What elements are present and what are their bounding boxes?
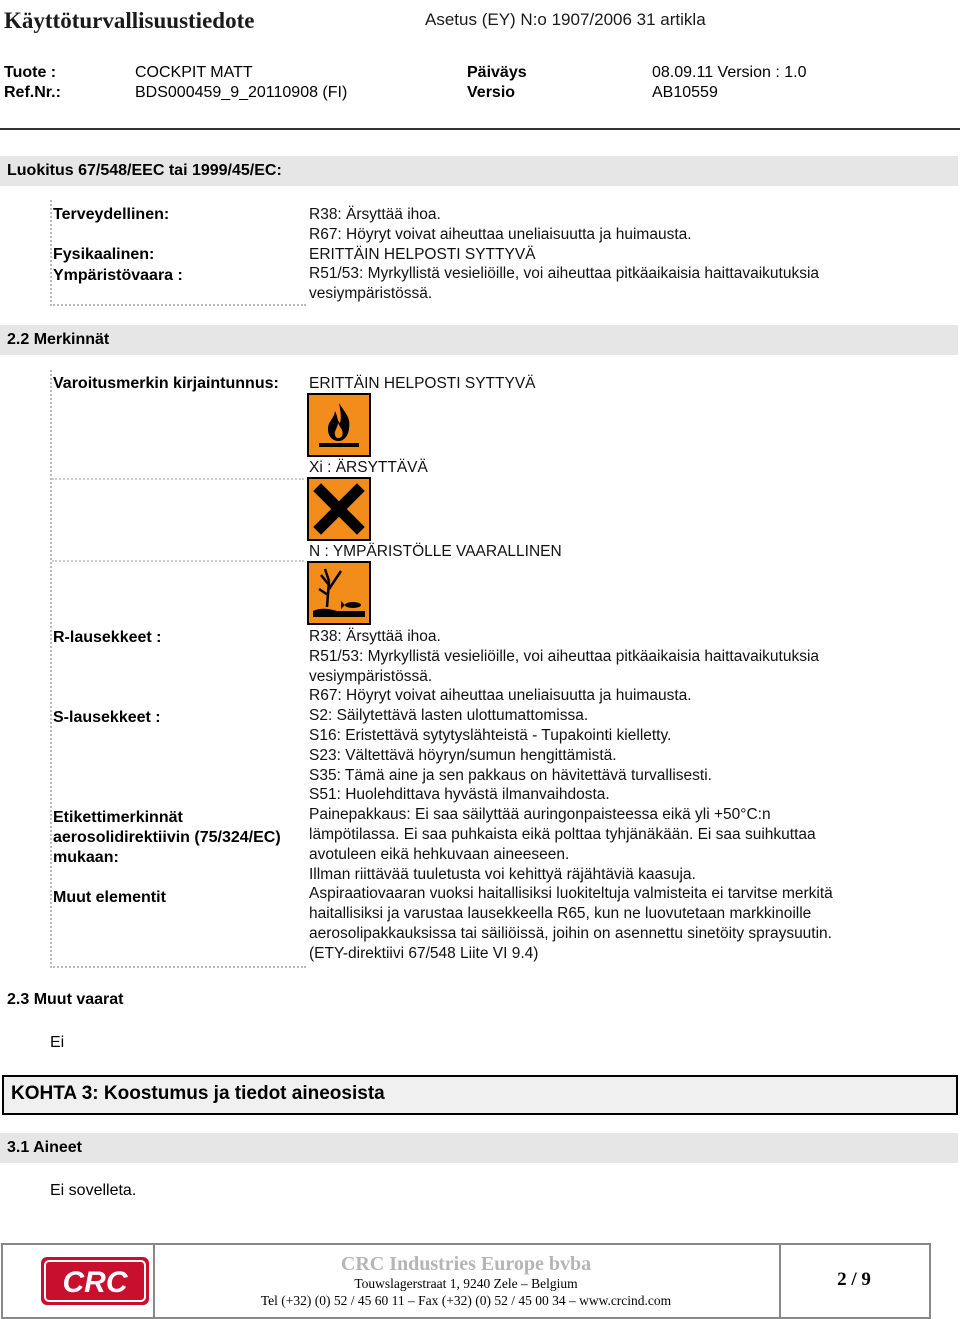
company-contact: Tel (+32) (0) 52 / 45 60 11 – Fax (+32) (0) 52 / 45 00 34 – www.crcind.com (260, 1293, 672, 1308)
page-number: 2 / 9 (837, 1269, 871, 1290)
r-phrase: R67: Höyryt voivat aiheuttaa uneliaisuutta ja huimausta. (309, 687, 692, 705)
s-phrases-label: S-lausekkeet : (53, 709, 161, 726)
product-value: COCKPIT MATT (135, 64, 253, 81)
date-label: Päiväys (467, 64, 527, 81)
section3-title: KOHTA 3: Koostumus ja tiedot aineosista (11, 1083, 385, 1104)
ref-value: BDS000459_9_20110908 (FI) (135, 84, 348, 101)
labelling-label-column (50, 370, 306, 968)
r-phrase: R51/53: Myrkyllistä vesieliöille, voi aiheuttaa pitkäaikaisia haittavaikutuksia (309, 647, 820, 665)
row-divider (52, 560, 304, 562)
s-phrase: S51: Huolehdittava hyvästä ilmanvaihdosta. (309, 786, 610, 804)
warning-symbol-label: Varoitusmerkin kirjaintunnus: (53, 375, 279, 392)
version-label: Versio (467, 84, 516, 101)
s-phrase: S2: Säilytettävä lasten ulottumattomissa. (309, 707, 589, 725)
environment-label: Ympäristövaara : (53, 267, 183, 284)
r-phrase: vesiympäristössä. (309, 667, 433, 685)
s-phrase: S16: Eristettävä sytytyslähteistä - Tupakointi kielletty. (309, 726, 672, 744)
other-hazards-value: Ei (50, 1034, 65, 1051)
other-line: (ETY-direktiivi 67/548 Liite VI 9.4) (309, 944, 539, 962)
classification-text (309, 205, 949, 304)
symbol-text-environment: N : YMPÄRISTÖLLE VAARALLINEN (309, 543, 562, 560)
version-value: AB10559 (652, 84, 718, 101)
s-phrase: S23: Vältettävä höyryn/sumun hengittämistä. (309, 746, 617, 764)
page-footer (1, 1243, 931, 1319)
ref-label: Ref.Nr.: (4, 84, 61, 101)
classification-heading: Luokitus 67/548/EEC tai 1999/45/EC: (7, 162, 282, 179)
other-line: haitallisiksi ja varustaa lausekkeella R65, kun ne luovutetaan markkinoille (309, 905, 812, 923)
cross-hazard-icon (307, 477, 371, 541)
document-title: Käyttöturvallisuustiedote (4, 8, 255, 33)
labelling-heading-bar (0, 325, 958, 355)
classification-line: vesiympäristössä. (309, 285, 433, 303)
substances-heading: 3.1 Aineet (7, 1139, 82, 1156)
classification-line: R51/53: Myrkyllistä vesieliöille, voi aiheuttaa pitkäaikaisia haittavaikutuksia (309, 265, 820, 283)
flame-hazard-icon (307, 393, 371, 457)
substances-heading-bar (0, 1133, 958, 1163)
product-label: Tuote : (4, 64, 57, 81)
classification-line: R38: Ärsyttää ihoa. (309, 206, 441, 223)
phrases-text (309, 627, 954, 964)
classification-line: ERITTÄIN HELPOSTI SYTTYVÄ (309, 245, 536, 263)
other-hazards-heading: 2.3 Muut vaarat (7, 991, 124, 1008)
other-line: Aspiraatiovaaran vuoksi haitallisiksi luokiteltuja valmisteita ei tarvitse merkitä (309, 885, 833, 903)
environment-hazard-icon (307, 561, 371, 625)
symbol-text-flammable: ERITTÄIN HELPOSTI SYTTYVÄ (309, 375, 536, 392)
other-line: aerosolipakkauksissa tai säiliöissä, joihin on asennettu sinetöity spraysuutin. (309, 924, 832, 942)
company-name: CRC Industries Europe bvba (340, 1253, 592, 1275)
aerosol-line: lämpötilassa. Ei saa puhkaista eikä polttaa tyhjänäkään. Ei saa suihkuttaa (309, 825, 816, 843)
svg-text:CRC: CRC (62, 1266, 128, 1299)
r-phrase: R38: Ärsyttää ihoa. (309, 628, 441, 645)
crc-logo (41, 1257, 149, 1305)
physical-label: Fysikaalinen: (53, 246, 155, 263)
aerosol-line: Painepakkaus: Ei saa säilyttää auringonpaisteessa eikä yli +50°C:n (309, 806, 771, 824)
regulation-reference: Asetus (EY) N:o 1907/2006 31 artikla (425, 10, 706, 29)
aerosol-label-line: mukaan: (53, 849, 119, 866)
substances-value: Ei sovelleta. (50, 1182, 137, 1199)
section3-title-box (2, 1075, 958, 1115)
r-phrases-label: R-lausekkeet : (53, 629, 162, 646)
aerosol-label (53, 808, 281, 868)
classification-heading-bar (0, 156, 958, 186)
labelling-heading: 2.2 Merkinnät (7, 331, 110, 348)
aerosol-label-line: Etikettimerkinnät (53, 809, 183, 826)
date-value: 08.09.11 Version : 1.0 (652, 64, 807, 81)
aerosol-line: Illman riittävää tuuletusta voi kehittyä räjähtäviä kaasuja. (309, 865, 696, 883)
s-phrase: S35: Tämä aine ja sen pakkaus on hävitettävä turvallisesti. (309, 766, 712, 784)
aerosol-label-line: aerosolidirektiivin (75/324/EC) (53, 829, 281, 846)
aerosol-line: avotuleen eikä hehkuvaan aineeseen. (309, 845, 570, 863)
symbol-text-irritant: Xi : ÄRSYTTÄVÄ (309, 459, 428, 476)
header-divider (0, 128, 960, 130)
row-divider (52, 478, 304, 480)
company-address: Touwslagerstraat 1, 9240 Zele – Belgium (354, 1276, 578, 1291)
classification-line: R67: Höyryt voivat aiheuttaa uneliaisuutta ja huimausta. (309, 225, 692, 243)
other-elements-label: Muut elementit (53, 889, 166, 906)
health-label: Terveydellinen: (53, 206, 170, 223)
